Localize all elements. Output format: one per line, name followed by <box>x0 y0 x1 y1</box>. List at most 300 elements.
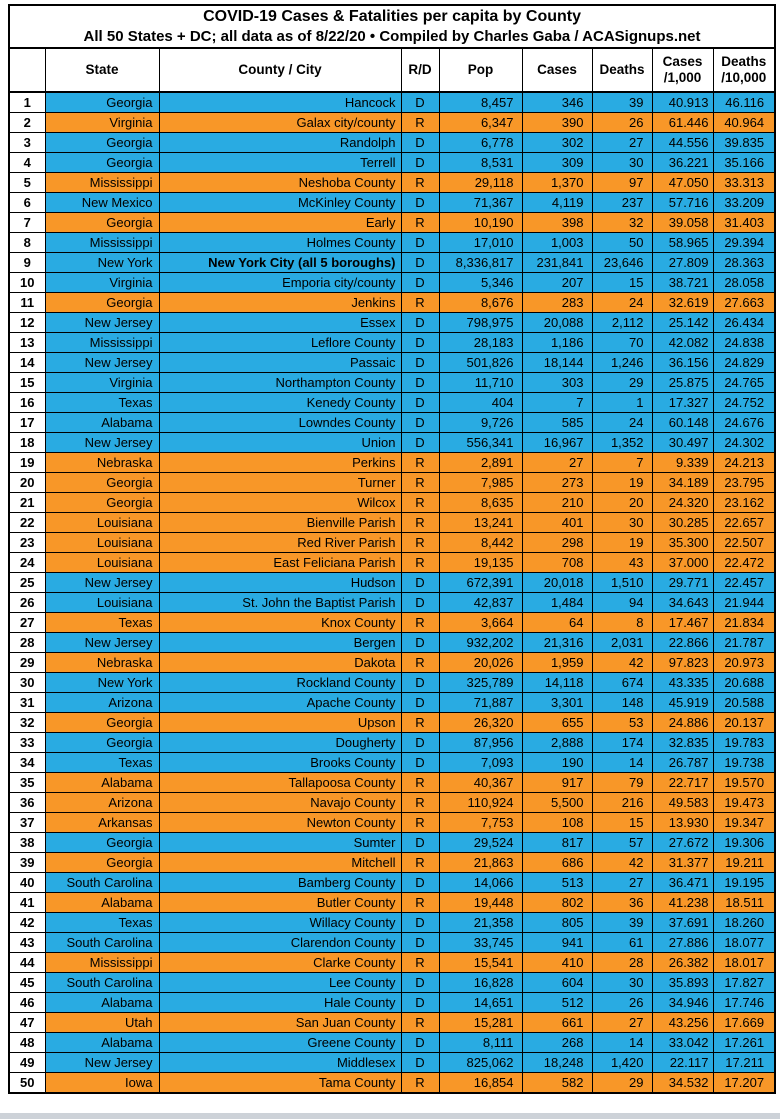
cases-cell: 1,959 <box>522 653 592 673</box>
cases-cell: 513 <box>522 873 592 893</box>
table-row <box>9 953 775 973</box>
table-row <box>9 553 775 573</box>
party-cell: R <box>401 813 439 833</box>
population-cell: 40,367 <box>439 773 522 793</box>
cases-cell: 585 <box>522 413 592 433</box>
state-cell: Georgia <box>45 493 159 513</box>
cases-per-1000-cell: 34.643 <box>652 593 713 613</box>
deaths-cell: 15 <box>592 273 652 293</box>
population-cell: 71,367 <box>439 193 522 213</box>
rank-cell: 48 <box>9 1033 45 1053</box>
col-header-cases-per-1000: Cases /1,000 <box>652 48 713 92</box>
deaths-per-10000-cell: 20.137 <box>713 713 775 733</box>
table-row <box>9 933 775 953</box>
county-cell: San Juan County <box>159 1013 401 1033</box>
cases-cell: 390 <box>522 113 592 133</box>
cases-cell: 20,088 <box>522 313 592 333</box>
deaths-cell: 24 <box>592 293 652 313</box>
cases-per-1000-cell: 22.117 <box>652 1053 713 1073</box>
cases-cell: 2,888 <box>522 733 592 753</box>
table-row <box>9 433 775 453</box>
population-cell: 20,026 <box>439 653 522 673</box>
col-header-deaths-per-10000: Deaths /10,000 <box>713 48 775 92</box>
cases-per-1000-cell: 27.672 <box>652 833 713 853</box>
county-cell: Early <box>159 213 401 233</box>
party-cell: R <box>401 793 439 813</box>
party-cell: D <box>401 333 439 353</box>
cases-per-1000-cell: 34.189 <box>652 473 713 493</box>
cases-per-1000-cell: 25.142 <box>652 313 713 333</box>
cases-cell: 14,118 <box>522 673 592 693</box>
table-row <box>9 513 775 533</box>
population-cell: 8,635 <box>439 493 522 513</box>
county-cell: Kenedy County <box>159 393 401 413</box>
population-cell: 9,726 <box>439 413 522 433</box>
cases-per-1000-cell: 22.717 <box>652 773 713 793</box>
table-row <box>9 173 775 193</box>
population-cell: 8,457 <box>439 92 522 113</box>
cases-per-1000-cell: 38.721 <box>652 273 713 293</box>
population-cell: 29,524 <box>439 833 522 853</box>
state-cell: Alabama <box>45 1033 159 1053</box>
cases-cell: 805 <box>522 913 592 933</box>
county-cell: Mitchell <box>159 853 401 873</box>
cases-cell: 604 <box>522 973 592 993</box>
title-block <box>9 5 775 48</box>
county-cell: Northampton County <box>159 373 401 393</box>
cases-per-1000-cell: 30.285 <box>652 513 713 533</box>
header-row <box>9 48 775 92</box>
table-row <box>9 473 775 493</box>
party-cell: R <box>401 713 439 733</box>
deaths-cell: 7 <box>592 453 652 473</box>
state-cell: South Carolina <box>45 933 159 953</box>
county-cell: Emporia city/county <box>159 273 401 293</box>
state-cell: Louisiana <box>45 513 159 533</box>
cases-cell: 3,301 <box>522 693 592 713</box>
deaths-cell: 23,646 <box>592 253 652 273</box>
rank-cell: 44 <box>9 953 45 973</box>
rank-cell: 19 <box>9 453 45 473</box>
state-cell: Louisiana <box>45 553 159 573</box>
cases-per-1000-cell: 9.339 <box>652 453 713 473</box>
col-header-pop: Pop <box>439 48 522 92</box>
deaths-per-10000-cell: 20.688 <box>713 673 775 693</box>
col-header-rd: R/D <box>401 48 439 92</box>
state-cell: New York <box>45 673 159 693</box>
county-cell: Red River Parish <box>159 533 401 553</box>
rank-cell: 6 <box>9 193 45 213</box>
table-row <box>9 453 775 473</box>
deaths-per-10000-cell: 24.829 <box>713 353 775 373</box>
state-cell: Texas <box>45 393 159 413</box>
deaths-cell: 14 <box>592 1033 652 1053</box>
party-cell: R <box>401 473 439 493</box>
cases-per-1000-cell: 49.583 <box>652 793 713 813</box>
county-cell: Hudson <box>159 573 401 593</box>
population-cell: 15,281 <box>439 1013 522 1033</box>
state-cell: Arizona <box>45 793 159 813</box>
population-cell: 33,745 <box>439 933 522 953</box>
deaths-per-10000-cell: 19.306 <box>713 833 775 853</box>
table-row <box>9 773 775 793</box>
covid-county-table <box>8 4 776 1094</box>
party-cell: D <box>401 633 439 653</box>
county-cell: Willacy County <box>159 913 401 933</box>
deaths-cell: 39 <box>592 92 652 113</box>
party-cell: R <box>401 553 439 573</box>
party-cell: D <box>401 253 439 273</box>
party-cell: R <box>401 893 439 913</box>
cases-cell: 20,018 <box>522 573 592 593</box>
deaths-cell: 30 <box>592 153 652 173</box>
deaths-cell: 1,420 <box>592 1053 652 1073</box>
deaths-per-10000-cell: 24.302 <box>713 433 775 453</box>
state-cell: Texas <box>45 913 159 933</box>
rank-cell: 17 <box>9 413 45 433</box>
county-cell: Jenkins <box>159 293 401 313</box>
county-cell: Upson <box>159 713 401 733</box>
party-cell: D <box>401 133 439 153</box>
county-cell: Lee County <box>159 973 401 993</box>
cases-per-1000-cell: 17.467 <box>652 613 713 633</box>
state-cell: New Jersey <box>45 313 159 333</box>
county-cell: Tallapoosa County <box>159 773 401 793</box>
state-cell: Georgia <box>45 153 159 173</box>
cases-cell: 661 <box>522 1013 592 1033</box>
cases-per-1000-cell: 36.221 <box>652 153 713 173</box>
population-cell: 8,676 <box>439 293 522 313</box>
county-cell: Dougherty <box>159 733 401 753</box>
deaths-cell: 28 <box>592 953 652 973</box>
party-cell: D <box>401 693 439 713</box>
cases-per-1000-cell: 32.619 <box>652 293 713 313</box>
deaths-cell: 42 <box>592 653 652 673</box>
cases-cell: 268 <box>522 1033 592 1053</box>
deaths-cell: 15 <box>592 813 652 833</box>
rank-cell: 1 <box>9 92 45 113</box>
rank-cell: 7 <box>9 213 45 233</box>
cases-cell: 346 <box>522 92 592 113</box>
party-cell: D <box>401 993 439 1013</box>
state-cell: Louisiana <box>45 593 159 613</box>
state-cell: Nebraska <box>45 653 159 673</box>
deaths-cell: 19 <box>592 473 652 493</box>
population-cell: 556,341 <box>439 433 522 453</box>
deaths-cell: 97 <box>592 173 652 193</box>
cases-per-1000-cell: 35.300 <box>652 533 713 553</box>
deaths-cell: 29 <box>592 1073 652 1094</box>
county-cell: Perkins <box>159 453 401 473</box>
county-cell: Terrell <box>159 153 401 173</box>
party-cell: R <box>401 1013 439 1033</box>
col-header-state: State <box>45 48 159 92</box>
population-cell: 798,975 <box>439 313 522 333</box>
party-cell: D <box>401 233 439 253</box>
cases-cell: 817 <box>522 833 592 853</box>
state-cell: Georgia <box>45 473 159 493</box>
cases-cell: 27 <box>522 453 592 473</box>
deaths-per-10000-cell: 19.347 <box>713 813 775 833</box>
cases-per-1000-cell: 24.886 <box>652 713 713 733</box>
county-cell: Dakota <box>159 653 401 673</box>
deaths-per-10000-cell: 18.017 <box>713 953 775 973</box>
deaths-per-10000-cell: 22.507 <box>713 533 775 553</box>
party-cell: R <box>401 613 439 633</box>
population-cell: 8,531 <box>439 153 522 173</box>
county-cell: Greene County <box>159 1033 401 1053</box>
spreadsheet-area <box>8 4 776 1094</box>
population-cell: 21,863 <box>439 853 522 873</box>
state-cell: Mississippi <box>45 953 159 973</box>
rank-cell: 2 <box>9 113 45 133</box>
table-row <box>9 973 775 993</box>
rank-cell: 20 <box>9 473 45 493</box>
deaths-per-10000-cell: 19.211 <box>713 853 775 873</box>
party-cell: D <box>401 92 439 113</box>
deaths-per-10000-cell: 31.403 <box>713 213 775 233</box>
deaths-cell: 27 <box>592 873 652 893</box>
cases-per-1000-cell: 97.823 <box>652 653 713 673</box>
deaths-per-10000-cell: 29.394 <box>713 233 775 253</box>
population-cell: 17,010 <box>439 233 522 253</box>
state-cell: New Mexico <box>45 193 159 213</box>
party-cell: D <box>401 1053 439 1073</box>
deaths-per-10000-cell: 23.162 <box>713 493 775 513</box>
state-cell: Georgia <box>45 713 159 733</box>
deaths-per-10000-cell: 35.166 <box>713 153 775 173</box>
county-cell: Butler County <box>159 893 401 913</box>
cases-per-1000-cell: 43.335 <box>652 673 713 693</box>
deaths-per-10000-cell: 18.260 <box>713 913 775 933</box>
page-title: COVID-19 Cases & Fatalities per capita by County <box>203 8 581 25</box>
party-cell: D <box>401 353 439 373</box>
cases-per-1000-cell: 36.156 <box>652 353 713 373</box>
state-cell: Mississippi <box>45 173 159 193</box>
rank-cell: 9 <box>9 253 45 273</box>
rank-cell: 8 <box>9 233 45 253</box>
county-cell: Turner <box>159 473 401 493</box>
cases-per-1000-cell: 29.771 <box>652 573 713 593</box>
table-row <box>9 133 775 153</box>
table-row <box>9 113 775 133</box>
deaths-cell: 674 <box>592 673 652 693</box>
deaths-cell: 70 <box>592 333 652 353</box>
cases-cell: 18,144 <box>522 353 592 373</box>
table-row <box>9 353 775 373</box>
deaths-per-10000-cell: 28.058 <box>713 273 775 293</box>
rank-cell: 34 <box>9 753 45 773</box>
state-cell: Alabama <box>45 993 159 1013</box>
population-cell: 19,448 <box>439 893 522 913</box>
deaths-per-10000-cell: 27.663 <box>713 293 775 313</box>
county-cell: Bamberg County <box>159 873 401 893</box>
county-cell: Middlesex <box>159 1053 401 1073</box>
deaths-per-10000-cell: 17.746 <box>713 993 775 1013</box>
rank-cell: 36 <box>9 793 45 813</box>
party-cell: D <box>401 373 439 393</box>
deaths-per-10000-cell: 19.570 <box>713 773 775 793</box>
deaths-per-10000-cell: 17.669 <box>713 1013 775 1033</box>
population-cell: 8,442 <box>439 533 522 553</box>
state-cell: Virginia <box>45 273 159 293</box>
deaths-cell: 174 <box>592 733 652 753</box>
col-header-rank <box>9 48 45 92</box>
county-cell: Hancock <box>159 92 401 113</box>
deaths-per-10000-cell: 22.657 <box>713 513 775 533</box>
table-row <box>9 273 775 293</box>
population-cell: 8,111 <box>439 1033 522 1053</box>
cases-per-1000-cell: 32.835 <box>652 733 713 753</box>
deaths-per-10000-cell: 20.588 <box>713 693 775 713</box>
deaths-cell: 36 <box>592 893 652 913</box>
population-cell: 10,190 <box>439 213 522 233</box>
table-row <box>9 573 775 593</box>
table-row <box>9 633 775 653</box>
cases-cell: 4,119 <box>522 193 592 213</box>
deaths-cell: 2,031 <box>592 633 652 653</box>
county-cell: Lowndes County <box>159 413 401 433</box>
rank-cell: 14 <box>9 353 45 373</box>
cases-per-1000-cell: 44.556 <box>652 133 713 153</box>
state-cell: Georgia <box>45 833 159 853</box>
population-cell: 28,183 <box>439 333 522 353</box>
rank-cell: 45 <box>9 973 45 993</box>
county-cell: Bienville Parish <box>159 513 401 533</box>
party-cell: D <box>401 673 439 693</box>
party-cell: D <box>401 873 439 893</box>
deaths-cell: 30 <box>592 513 652 533</box>
rank-cell: 4 <box>9 153 45 173</box>
state-cell: South Carolina <box>45 973 159 993</box>
table-row <box>9 913 775 933</box>
party-cell: R <box>401 853 439 873</box>
state-cell: Alabama <box>45 413 159 433</box>
cases-cell: 231,841 <box>522 253 592 273</box>
population-cell: 501,826 <box>439 353 522 373</box>
population-cell: 29,118 <box>439 173 522 193</box>
state-cell: New Jersey <box>45 353 159 373</box>
state-cell: Utah <box>45 1013 159 1033</box>
deaths-per-10000-cell: 39.835 <box>713 133 775 153</box>
cases-per-1000-cell: 37.000 <box>652 553 713 573</box>
rank-cell: 24 <box>9 553 45 573</box>
deaths-cell: 20 <box>592 493 652 513</box>
state-cell: New Jersey <box>45 633 159 653</box>
state-cell: New York <box>45 253 159 273</box>
deaths-per-10000-cell: 18.511 <box>713 893 775 913</box>
table-row <box>9 1073 775 1094</box>
population-cell: 6,347 <box>439 113 522 133</box>
table-row <box>9 1013 775 1033</box>
deaths-per-10000-cell: 20.973 <box>713 653 775 673</box>
deaths-cell: 2,112 <box>592 313 652 333</box>
rank-cell: 46 <box>9 993 45 1013</box>
county-cell: Galax city/county <box>159 113 401 133</box>
cases-cell: 708 <box>522 553 592 573</box>
county-cell: Clarendon County <box>159 933 401 953</box>
state-cell: Mississippi <box>45 233 159 253</box>
county-cell: Knox County <box>159 613 401 633</box>
table-row <box>9 233 775 253</box>
deaths-cell: 1 <box>592 393 652 413</box>
rank-cell: 42 <box>9 913 45 933</box>
party-cell: D <box>401 933 439 953</box>
rank-cell: 30 <box>9 673 45 693</box>
cases-per-1000-cell: 24.320 <box>652 493 713 513</box>
rank-cell: 27 <box>9 613 45 633</box>
rank-cell: 12 <box>9 313 45 333</box>
table-row <box>9 673 775 693</box>
cases-per-1000-cell: 61.446 <box>652 113 713 133</box>
table-row <box>9 153 775 173</box>
county-cell: East Feliciana Parish <box>159 553 401 573</box>
cases-cell: 210 <box>522 493 592 513</box>
cases-per-1000-cell: 25.875 <box>652 373 713 393</box>
county-cell: Navajo County <box>159 793 401 813</box>
state-cell: Georgia <box>45 853 159 873</box>
deaths-cell: 237 <box>592 193 652 213</box>
cases-cell: 512 <box>522 993 592 1013</box>
deaths-per-10000-cell: 22.472 <box>713 553 775 573</box>
state-cell: Arkansas <box>45 813 159 833</box>
deaths-cell: 24 <box>592 413 652 433</box>
deaths-cell: 27 <box>592 133 652 153</box>
deaths-cell: 1,246 <box>592 353 652 373</box>
population-cell: 6,778 <box>439 133 522 153</box>
table-row <box>9 813 775 833</box>
party-cell: D <box>401 193 439 213</box>
cases-cell: 398 <box>522 213 592 233</box>
state-cell: Alabama <box>45 773 159 793</box>
population-cell: 71,887 <box>439 693 522 713</box>
county-cell: Newton County <box>159 813 401 833</box>
rank-cell: 25 <box>9 573 45 593</box>
party-cell: R <box>401 1073 439 1094</box>
party-cell: D <box>401 313 439 333</box>
population-cell: 19,135 <box>439 553 522 573</box>
table-row <box>9 92 775 113</box>
rank-cell: 32 <box>9 713 45 733</box>
population-cell: 16,828 <box>439 973 522 993</box>
deaths-per-10000-cell: 19.783 <box>713 733 775 753</box>
rank-cell: 35 <box>9 773 45 793</box>
deaths-cell: 1,510 <box>592 573 652 593</box>
cases-per-1000-cell: 60.148 <box>652 413 713 433</box>
rank-cell: 40 <box>9 873 45 893</box>
population-cell: 87,956 <box>439 733 522 753</box>
population-cell: 110,924 <box>439 793 522 813</box>
cases-cell: 190 <box>522 753 592 773</box>
cases-per-1000-cell: 30.497 <box>652 433 713 453</box>
county-cell: Leflore County <box>159 333 401 353</box>
cases-cell: 1,003 <box>522 233 592 253</box>
table-row <box>9 693 775 713</box>
cases-cell: 917 <box>522 773 592 793</box>
population-cell: 325,789 <box>439 673 522 693</box>
state-cell: Georgia <box>45 733 159 753</box>
deaths-cell: 30 <box>592 973 652 993</box>
county-cell: Hale County <box>159 993 401 1013</box>
deaths-per-10000-cell: 21.787 <box>713 633 775 653</box>
table-row <box>9 753 775 773</box>
table-row <box>9 593 775 613</box>
deaths-cell: 50 <box>592 233 652 253</box>
county-cell: Bergen <box>159 633 401 653</box>
cases-cell: 410 <box>522 953 592 973</box>
population-cell: 15,541 <box>439 953 522 973</box>
population-cell: 42,837 <box>439 593 522 613</box>
